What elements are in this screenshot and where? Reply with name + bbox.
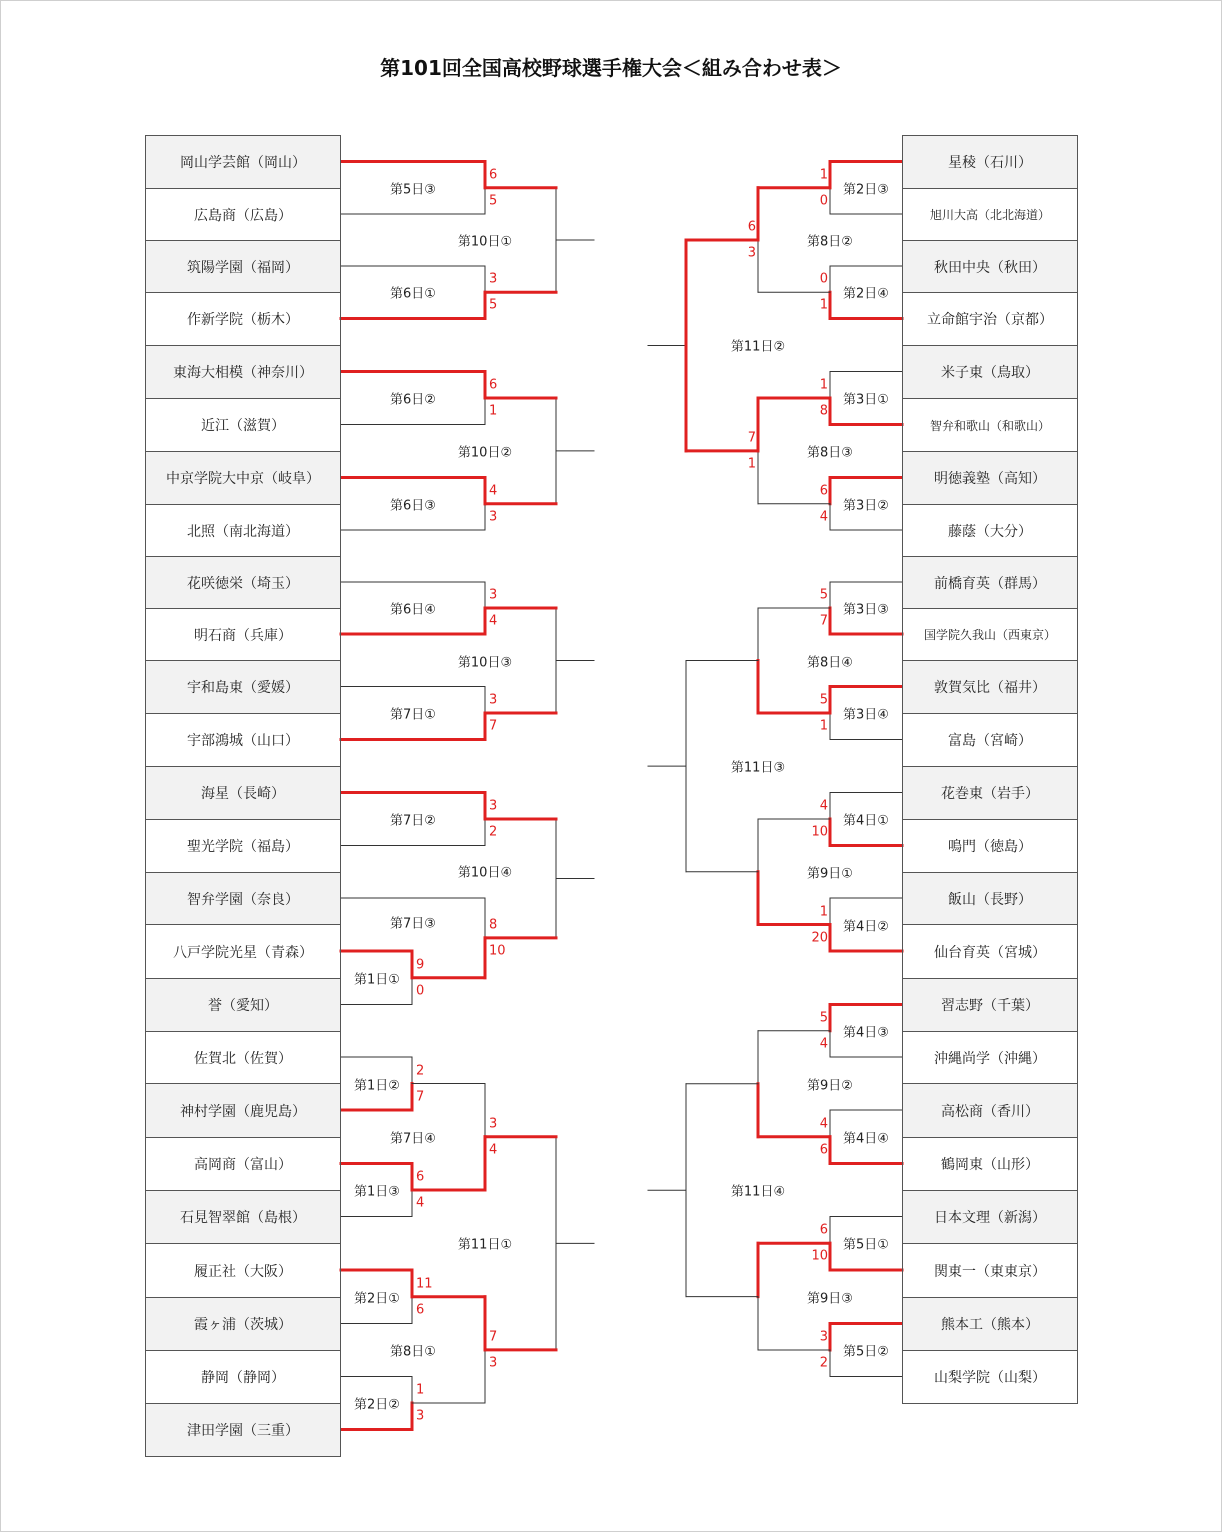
- score-label: 7: [489, 1329, 498, 1345]
- match-label: 第3日①: [843, 392, 889, 408]
- team-box: 広島商（広島）: [145, 188, 341, 241]
- team-box: 誉（愛知）: [145, 978, 341, 1032]
- score-label: 10: [811, 1248, 828, 1264]
- score-label: 3: [489, 692, 498, 708]
- match-label: 第2日①: [354, 1291, 400, 1307]
- team-box: 関東一（東東京）: [902, 1243, 1078, 1298]
- match-label: 第4日①: [843, 813, 889, 829]
- score-label: 1: [489, 403, 498, 419]
- team-box: 中京学院大中京（岐阜）: [145, 451, 341, 505]
- match-label: 第5日①: [843, 1237, 889, 1253]
- match-label: 第2日②: [354, 1397, 400, 1413]
- match-label: 第6日①: [390, 286, 436, 302]
- team-box: 石見智翠館（島根）: [145, 1190, 341, 1244]
- team-box: 霞ヶ浦（茨城）: [145, 1297, 341, 1351]
- score-label: 3: [489, 798, 498, 814]
- team-box: 日本文理（新潟）: [902, 1190, 1078, 1244]
- team-box: 熊本工（熊本）: [902, 1297, 1078, 1351]
- score-label: 6: [416, 1302, 425, 1318]
- match-label: 第6日③: [390, 498, 436, 514]
- score-label: 1: [819, 718, 828, 734]
- match-label: 第11日③: [730, 760, 786, 776]
- match-label: 第4日③: [843, 1025, 889, 1041]
- score-label: 10: [489, 943, 506, 959]
- team-box: 富島（宮崎）: [902, 713, 1078, 767]
- match-label: 第2日③: [843, 182, 889, 198]
- score-label: 6: [416, 1169, 425, 1185]
- match-label: 第8日③: [807, 445, 853, 461]
- team-box: 作新学院（栃木）: [145, 292, 341, 346]
- team-box: 飯山（長野）: [902, 872, 1078, 925]
- score-label: 20: [811, 930, 828, 945]
- match-label: 第9日①: [807, 866, 853, 882]
- score-label: 3: [819, 1329, 828, 1345]
- score-label: 6: [489, 377, 498, 393]
- score-label: 6: [819, 1142, 828, 1158]
- score-label: 0: [819, 193, 828, 209]
- score-label: 8: [489, 917, 498, 933]
- team-box: 前橋育英（群馬）: [902, 556, 1078, 609]
- match-label: 第10日②: [457, 445, 513, 461]
- match-label: 第7日④: [390, 1131, 436, 1147]
- score-label: 2: [416, 1063, 425, 1078]
- score-label: 9: [416, 957, 425, 973]
- match-label: 第4日④: [843, 1131, 889, 1147]
- score-label: 1: [819, 377, 828, 393]
- team-box: 星稜（石川）: [902, 135, 1078, 189]
- score-label: 7: [819, 613, 828, 629]
- score-label: 5: [489, 297, 498, 313]
- team-box: 高松商（香川）: [902, 1083, 1078, 1138]
- match-label: 第1日②: [354, 1078, 400, 1093]
- match-label: 第4日②: [843, 919, 889, 934]
- match-label: 第6日④: [390, 602, 436, 618]
- match-label: 第11日①: [457, 1237, 513, 1253]
- match-label: 第10日③: [457, 655, 513, 670]
- score-label: 4: [416, 1195, 425, 1211]
- team-box: 鶴岡東（山形）: [902, 1137, 1078, 1191]
- team-box: 旭川大高（北北海道）: [902, 188, 1078, 241]
- score-label: 1: [819, 167, 828, 183]
- score-label: 5: [489, 193, 498, 209]
- match-label: 第7日②: [390, 813, 436, 829]
- score-label: 4: [819, 1116, 828, 1132]
- team-box: 静岡（静岡）: [145, 1350, 341, 1404]
- score-label: 10: [811, 824, 828, 840]
- match-label: 第1日①: [354, 972, 400, 988]
- score-label: 0: [819, 271, 828, 287]
- score-label: 0: [416, 983, 425, 999]
- team-box: 宇部鴻城（山口）: [145, 713, 341, 767]
- team-box: 敦賀気比（福井）: [902, 660, 1078, 714]
- team-box: 米子東（鳥取）: [902, 345, 1078, 399]
- score-label: 3: [489, 271, 498, 287]
- team-box: 沖縄尚学（沖縄）: [902, 1031, 1078, 1084]
- team-box: 履正社（大阪）: [145, 1243, 341, 1298]
- match-label: 第5日③: [390, 182, 436, 198]
- match-label: 第7日③: [390, 916, 436, 932]
- team-box: 国学院久我山（西東京）: [902, 608, 1078, 661]
- score-label: 7: [747, 430, 756, 446]
- team-box: 秋田中央（秋田）: [902, 240, 1078, 293]
- match-label: 第3日③: [843, 602, 889, 618]
- score-label: 2: [489, 824, 498, 840]
- team-box: 海星（長崎）: [145, 766, 341, 820]
- match-label: 第3日④: [843, 707, 889, 723]
- team-box: 北照（南北海道）: [145, 504, 341, 557]
- score-label: 4: [819, 1036, 828, 1052]
- score-label: 1: [819, 297, 828, 313]
- team-box: 明石商（兵庫）: [145, 608, 341, 661]
- score-label: 4: [819, 798, 828, 814]
- team-box: 仙台育英（宮城）: [902, 924, 1078, 979]
- score-label: 4: [489, 483, 498, 499]
- score-label: 2: [819, 1355, 828, 1371]
- match-label: 第2日④: [843, 286, 889, 302]
- score-label: 3: [747, 245, 756, 261]
- score-label: 5: [819, 692, 828, 708]
- team-box: 智弁学園（奈良）: [145, 872, 341, 925]
- match-label: 第1日③: [354, 1184, 400, 1200]
- score-label: 5: [819, 587, 828, 603]
- score-label: 7: [489, 718, 498, 734]
- match-label: 第8日②: [807, 234, 853, 250]
- match-label: 第11日②: [730, 339, 786, 355]
- score-label: 6: [819, 1222, 828, 1238]
- match-label: 第5日②: [843, 1344, 889, 1360]
- team-box: 神村学園（鹿児島）: [145, 1083, 341, 1138]
- team-box: 立命館宇治（京都）: [902, 292, 1078, 346]
- score-label: 4: [489, 1142, 498, 1158]
- team-box: 東海大相模（神奈川）: [145, 345, 341, 399]
- match-label: 第10日①: [457, 234, 513, 250]
- score-label: 6: [819, 483, 828, 499]
- score-label: 4: [489, 613, 498, 629]
- score-label: 1: [416, 1382, 425, 1398]
- team-box: 聖光学院（福島）: [145, 819, 341, 873]
- match-label: 第11日④: [730, 1184, 786, 1200]
- match-label: 第8日①: [390, 1344, 436, 1360]
- team-box: 花咲徳栄（埼玉）: [145, 556, 341, 609]
- match-label: 第9日②: [807, 1078, 853, 1094]
- page-title: 第101回全国高校野球選手権大会＜組み合わせ表＞: [380, 56, 842, 80]
- score-label: 3: [416, 1408, 425, 1424]
- team-box: 宇和島東（愛媛）: [145, 660, 341, 714]
- team-box: 明徳義塾（高知）: [902, 451, 1078, 505]
- score-label: 3: [489, 587, 498, 603]
- match-label: 第8日④: [807, 655, 853, 670]
- match-label: 第6日②: [390, 392, 436, 408]
- team-box: 岡山学芸館（岡山）: [145, 135, 341, 189]
- score-label: 11: [416, 1276, 433, 1292]
- score-label: 1: [819, 904, 828, 919]
- score-label: 4: [819, 509, 828, 525]
- match-label: 第7日①: [390, 707, 436, 723]
- score-label: 6: [747, 219, 756, 235]
- score-label: 3: [489, 1116, 498, 1132]
- team-box: 近江（滋賀）: [145, 398, 341, 452]
- score-label: 8: [819, 403, 828, 419]
- team-box: 智弁和歌山（和歌山）: [902, 398, 1078, 452]
- score-label: 7: [416, 1089, 425, 1104]
- team-box: 高岡商（富山）: [145, 1137, 341, 1191]
- team-box: 山梨学院（山梨）: [902, 1350, 1078, 1404]
- team-box: 筑陽学園（福岡）: [145, 240, 341, 293]
- team-box: 鳴門（徳島）: [902, 819, 1078, 873]
- team-box: 習志野（千葉）: [902, 978, 1078, 1032]
- team-box: 佐賀北（佐賀）: [145, 1031, 341, 1084]
- score-label: 3: [489, 1355, 498, 1371]
- team-box: 津田学園（三重）: [145, 1403, 341, 1457]
- match-label: 第10日④: [457, 865, 513, 881]
- score-label: 1: [747, 456, 756, 472]
- match-label: 第3日②: [843, 498, 889, 514]
- match-label: 第9日③: [807, 1291, 853, 1307]
- team-box: 藤蔭（大分）: [902, 504, 1078, 557]
- score-label: 5: [819, 1010, 828, 1026]
- team-box: 八戸学院光星（青森）: [145, 924, 341, 979]
- score-label: 6: [489, 167, 498, 183]
- score-label: 3: [489, 509, 498, 525]
- team-box: 花巻東（岩手）: [902, 766, 1078, 820]
